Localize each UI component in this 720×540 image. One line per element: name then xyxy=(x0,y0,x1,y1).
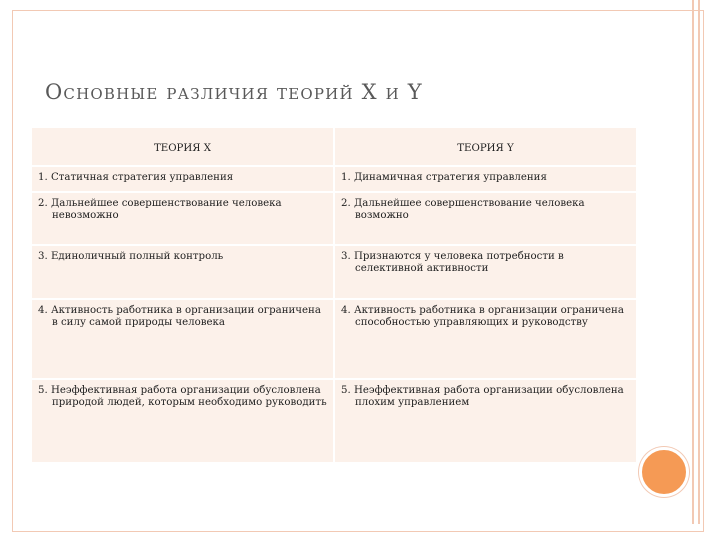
table-row xyxy=(32,299,636,379)
header-theory-y: ТЕОРИЯ Y xyxy=(334,128,636,166)
table-cell xyxy=(32,245,334,299)
table-cell xyxy=(334,166,636,192)
cell-text: 4. Активность работника в организации ограничена в силу самой природы человека xyxy=(38,305,321,328)
table-row xyxy=(32,245,636,299)
cell-text: 4. Активность работника в организации ограничена способностью управляющих и руководству xyxy=(341,305,624,328)
table-cell xyxy=(32,192,334,245)
slide-right-bar xyxy=(692,0,700,524)
table-cell xyxy=(334,379,636,463)
table-row xyxy=(32,379,636,463)
cell-text: 3. Признаются у человека потребности в селективной активности xyxy=(341,251,564,274)
header-theory-x: ТЕОРИЯ X xyxy=(32,128,334,166)
decorative-circle-icon xyxy=(639,447,689,497)
cell-text: 5. Неэффективная работа организации обусловлена плохим управлением xyxy=(341,385,624,408)
cell-text: 3. Единоличный полный контроль xyxy=(38,251,224,262)
table-cell xyxy=(334,245,636,299)
cell-text: 1. Динамичная стратегия управления xyxy=(341,172,547,183)
cell-text: 5. Неэффективная работа организации обусловлена природой людей, которым необходимо руководить xyxy=(38,385,327,408)
table-cell xyxy=(32,299,334,379)
table-cell xyxy=(334,299,636,379)
table-cell xyxy=(32,379,334,463)
cell-text: 2. Дальнейшее совершенствование человека невозможно xyxy=(38,198,282,221)
table-cell xyxy=(32,166,334,192)
comparison-table xyxy=(32,128,636,464)
table-row xyxy=(32,166,636,192)
cell-text: 1. Статичная стратегия управления xyxy=(38,172,234,183)
table-row xyxy=(32,192,636,245)
table-header-row xyxy=(32,128,636,166)
cell-text: 2. Дальнейшее совершенствование человека возможно xyxy=(341,198,585,221)
slide-title: Основные различия теорий X и Y xyxy=(45,80,423,104)
table-cell xyxy=(334,192,636,245)
